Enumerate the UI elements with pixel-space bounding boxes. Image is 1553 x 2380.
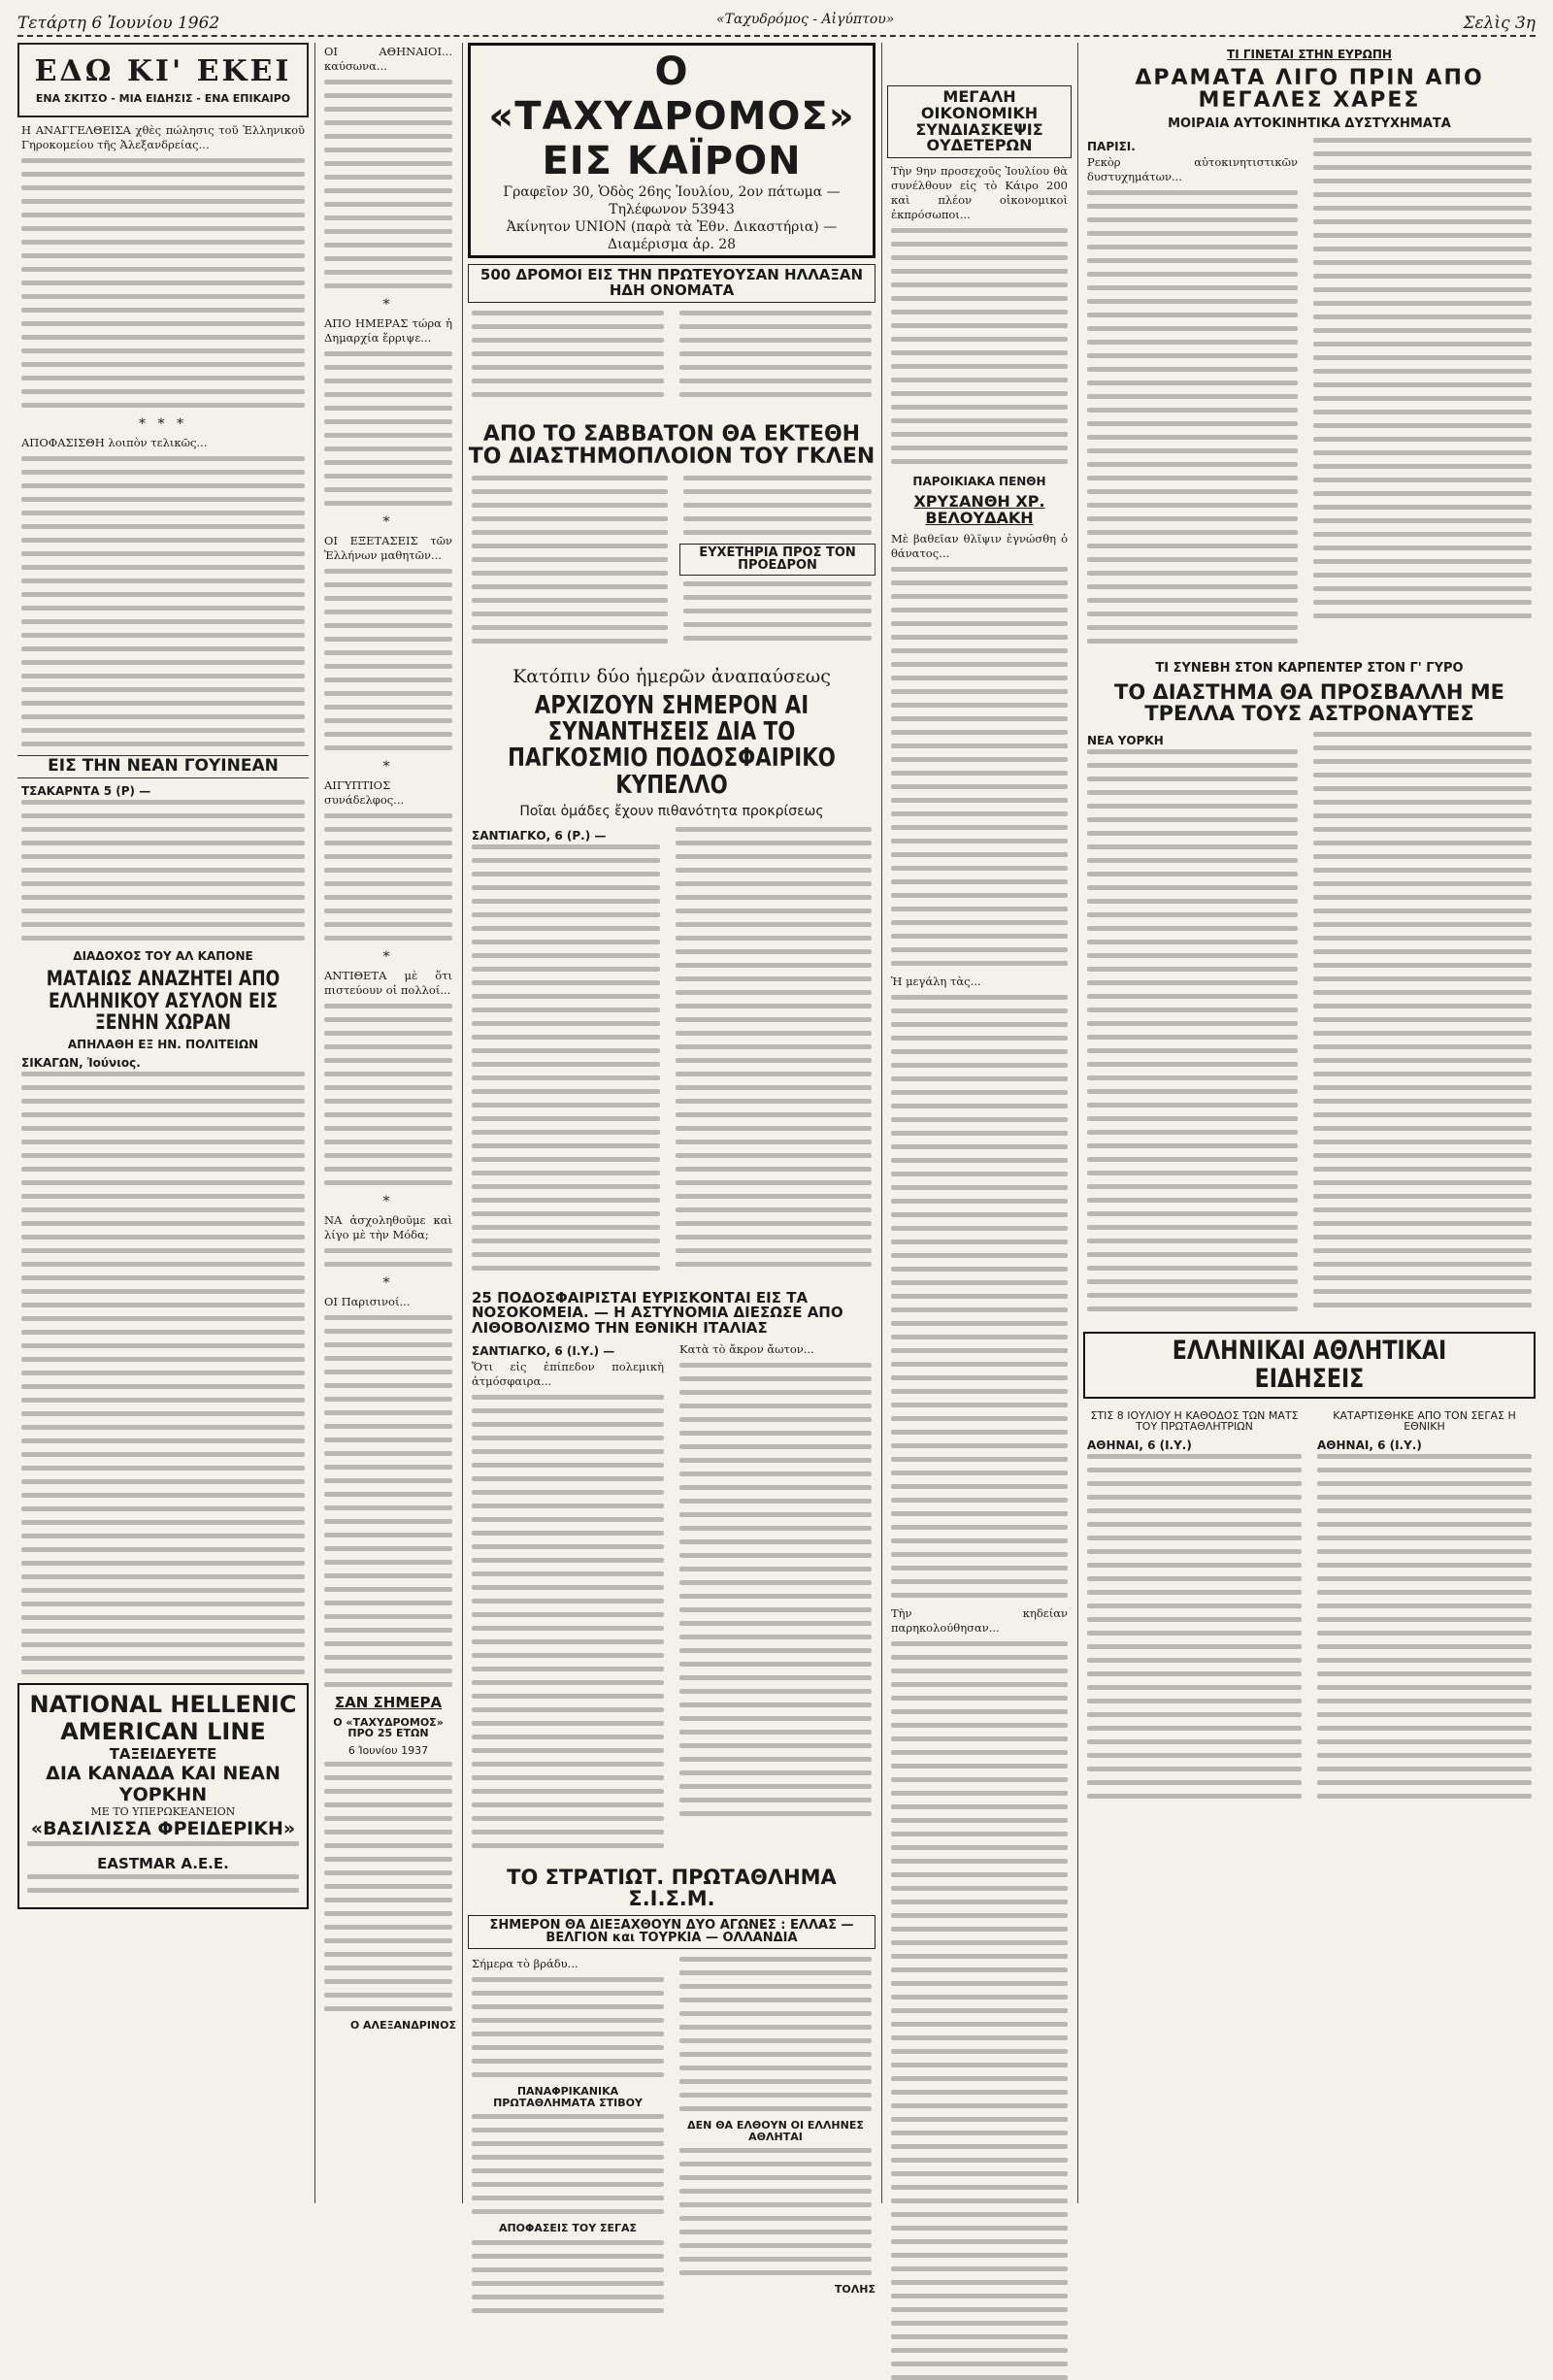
text-block — [472, 2114, 664, 2214]
column-5 — [1083, 43, 1536, 2203]
kicker-capone: ΔΙΑΔΟΧΟΣ ΤΟΥ ΑΛ ΚΑΠΟΝΕ — [73, 948, 253, 963]
dateline: ΣΑΝΤΙΑΓΚΟ, 6 (Ι.Υ.) — — [472, 1343, 615, 1358]
column-rule — [881, 43, 882, 2203]
text-block — [324, 1248, 452, 1267]
text-block — [472, 2240, 664, 2313]
paper-name: «Ταχυδρόμος - Αἰγύπτου» — [716, 12, 895, 27]
text-block — [1313, 732, 1532, 1316]
paragraph: Κατὰ τὸ ἄκρον ἄωτον... — [679, 1341, 814, 1356]
text-block — [679, 2148, 872, 2275]
paragraph: ΟΙ ΑΘΗΝΑΙΟΙ... καύσωνα... — [324, 45, 452, 73]
ad-destination: ΔΙΑ ΚΑΝΑΔΑ ΚΑΙ ΝΕΑΝ ΥΟΡΚΗΝ — [46, 1763, 281, 1806]
text-block — [683, 476, 872, 535]
paragraph: ΟΙ ΕΞΕΤΑΣΕΙΣ τῶν Ἑλλήνων μαθητῶν... — [324, 534, 452, 562]
dateline: ΑΘΗΝΑΙ, 6 (Ι.Υ.) — [1317, 1438, 1422, 1452]
headline-segas: ΑΠΟΦΑΣΕΙΣ ΤΟΥ ΣΕΓΑΣ — [498, 2222, 638, 2235]
dateline: ΠΑΡΙΣΙ. — [1087, 140, 1136, 154]
text-block — [472, 1395, 664, 1848]
separator: * — [382, 297, 394, 313]
headline-army-championship: ΤΟ ΣΤΡΑΤΙΩΤ. ΠΡΩΤΑΘΛΗΜΑ Σ.Ι.Σ.Μ. — [507, 1865, 837, 1910]
headline-sports-a: ΣΤΙΣ 8 ΙΟΥΛΙΟΥ Η ΚΑΘΟΔΟΣ ΤΩΝ ΜΑΤΣ ΤΟΥ ΠΡΩΤΑΘΛΗΤΡΙΩΝ — [1090, 1408, 1299, 1434]
deck-cup: Ποῖαι ὁμάδες ἔχουν πιθανότητα προκρίσεως — [519, 803, 824, 819]
text-block — [1087, 749, 1298, 1311]
masthead-office — [468, 43, 876, 258]
san-simera-date: 6 Ἰουνίου 1937 — [347, 1743, 429, 1757]
san-simera-sub: Ο «ΤΑΧΥΔΡΟΜΟΣ» ΠΡΟ 25 ΕΤΩΝ — [333, 1715, 444, 1740]
text-block — [21, 158, 305, 408]
text-block — [676, 827, 872, 1275]
headline-europe: ΔΡΑΜΑΤΑ ΛΙΓΟ ΠΡΙΝ ΑΠΟ ΜΕΓΑΛΕΣ ΧΑΡΕΣ — [1135, 65, 1484, 113]
text-block — [679, 1957, 872, 2111]
text-block — [891, 1641, 1068, 2380]
separator: * — [382, 949, 394, 965]
headline-san-simera: ΣΑΝ ΣΗΜΕΡΑ — [334, 1694, 443, 1711]
column-rule — [462, 43, 463, 2203]
dateline: ΣΑΝΤΙΑΓΚΟ, 6 (Ρ.) — — [472, 828, 607, 843]
paragraph: Η ΑΝΑΓΓΕΛΘΕΙΣΑ χθὲς πώλησις τοῦ Ἑλληνικοῦ Γηροκομείου τῆς Ἀλεξανδρείας... — [21, 123, 305, 152]
column-4 — [887, 43, 1072, 2203]
deck-capone: ΑΠΗΛΑΘΗ ΕΞ ΗΝ. ΠΟΛΙΤΕΙΩΝ — [67, 1037, 259, 1051]
text-block — [324, 1004, 452, 1185]
ad-fine-print — [27, 1841, 299, 1846]
text-block — [21, 1072, 305, 1674]
text-block — [21, 800, 305, 941]
text-block — [324, 1315, 452, 1687]
separator: * — [382, 1275, 394, 1291]
page-number: Σελὶς 3η — [1463, 14, 1536, 33]
head-rule — [17, 35, 1536, 37]
column-3 — [468, 43, 876, 2297]
text-block — [472, 1977, 664, 2077]
section-title: ΕΔΩ ΚΙ' ΕΚΕΙ — [34, 54, 292, 88]
paragraph: Ρεκὸρ αὐτοκινητιστικῶν δυστυχημάτων... — [1087, 155, 1298, 184]
text-block — [324, 351, 452, 506]
text-block — [683, 581, 872, 641]
masthead-address: Γραφεῖον 30, Ὁδὸς 26ης Ἰουλίου, 2ον πάτωμα — Τηλέφωνον 53943 — [503, 184, 841, 217]
kicker-cup: Κατόπιν δύο ἡμερῶν ἀναπαύσεως — [512, 665, 831, 687]
paragraph: ΑΠΟΦΑΣΙΣΘΗ λοιπὸν τελικῶς... — [21, 436, 208, 450]
paragraph: Ἡ μεγάλη τὰς... — [891, 975, 981, 989]
headline-astronauts: ΤΟ ΔΙΑΣΤΗΜΑ ΘΑ ΠΡΟΣΒΑΛΛΗ ΜΕ ΤΡΕΛΛΑ ΤΟΥΣ ΑΣΤΡΟΝΑΥΤΕΣ — [1114, 680, 1504, 726]
text-block — [472, 476, 668, 652]
column-rule — [1077, 43, 1078, 2203]
section-header-edo-ki-ekei — [17, 43, 309, 117]
kicker-carpenter: ΤΙ ΣΥΝΕΒΗ ΣΤΟΝ ΚΑΡΠΕΝΤΕΡ ΣΤΟΝ Γ' ΓΥΡΟ — [1155, 661, 1464, 677]
kicker-obituary: ΠΑΡΟΙΚΙΑΚΑ ΠΕΝΘΗ — [912, 475, 1046, 489]
headline-obituary: ΧΡΥΣΑΝΘΗ ΧΡ. ΒΕΛΟΥΔΑΚΗ — [913, 491, 1045, 527]
headline-economic-conference: ΜΕΓΑΛΗ ΟΙΚΟΝΟΜΙΚΗ ΣΥΝΔΙΑΣΚΕΨΙΣ ΟΥΔΕΤΕΡΩΝ — [887, 85, 1072, 158]
masthead-title: Ο «ΤΑΧΥΔΡΟΜΟΣ» ΕΙΣ ΚΑΪΡΟΝ — [488, 50, 855, 183]
text-block — [1313, 138, 1532, 646]
paragraph: Ὅτι εἰς ἐπίπεδον πολεμικὴ ἀτμόσφαιρα... — [472, 1359, 664, 1388]
separator: * — [382, 514, 394, 530]
paragraph: Μὲ βαθεῖαν θλῖψιν ἐγνώσθη ὁ θάνατος... — [891, 532, 1068, 561]
ad-addresses — [27, 1874, 299, 1893]
text-block — [1087, 1454, 1302, 1799]
headline-glenn: ΑΠΟ ΤΟ ΣΑΒΒΑΤΟΝ ΘΑ ΕΚΤΕΘΗ ΤΟ ΔΙΑΣΤΗΜΟΠΛΟΙΟΝ ΤΟΥ ΓΚΛΕΝ — [468, 421, 876, 469]
paragraph: Τὴν κηδείαν παρηκολούθησαν... — [891, 1606, 1068, 1636]
headline-streets: 500 ΔΡΟΜΟΙ ΕΙΣ ΤΗΝ ΠΡΩΤΕΥΟΥΣΑΝ ΗΛΛΑΞΑΝ ΗΔΗ ΟΝΟΜΑΤΑ — [468, 264, 876, 303]
headline-greek-sports: ΕΛΛΗΝΙΚΑΙ ΑΘΛΗΤΙΚΑΙ ΕΙΔΗΣΕΙΣ — [1083, 1332, 1536, 1399]
column-rule — [314, 43, 315, 2203]
text-block — [324, 1762, 452, 2011]
text-block — [891, 567, 1068, 966]
dateline: ΣΙΚΑΓΩΝ, Ἰούνιος. — [21, 1056, 141, 1071]
headline-hospitals: 25 ΠΟΔΟΣΦΑΙΡΙΣΤΑΙ ΕΥΡΙΣΚΟΝΤΑΙ ΕΙΣ ΤΑ ΝΟΣΟΚΟΜΕΙΑ. — Η ΑΣΤΥΝΟΜΙΑ ΔΙΕΣΩΣΕ ΑΠΟ ΛΙΘΟΒΟΛΙΣΜΟ ΤΗΝ ΕΘΝΙΚΗ ΙΤΑΛΙΑΣ — [472, 1288, 843, 1337]
ad-line-name: NATIONAL HELLENIC AMERICAN LINE — [29, 1691, 297, 1746]
signature: Ο ΑΛΕΞΑΝΔΡΙΝΟΣ — [349, 2019, 456, 2033]
newspaper-page — [17, 8, 1536, 2297]
paragraph: Σήμερα τὸ βράδυ... — [472, 1957, 578, 1971]
paragraph: ΑΙΓΥΠΤΙΟΣ συνάδελφος... — [324, 778, 405, 807]
dateline: ΤΣΑΚΑΡΝΤΑ 5 (Ρ) — — [21, 783, 151, 798]
separator: * * * — [139, 416, 187, 433]
text-block — [679, 311, 872, 406]
column-2 — [320, 43, 456, 2203]
dateline: ΝΕΑ ΥΟΡΚΗ — [1087, 734, 1164, 748]
paragraph: ΟΙ Παρισινοί... — [324, 1295, 411, 1308]
separator: * — [382, 1194, 394, 1209]
deck-army-championship: ΣΗΜΕΡΟΝ ΘΑ ΔΙΕΞΑΧΘΟΥΝ ΔΥΟ ΑΓΩΝΕΣ : ΕΛΛΑΣ — ΒΕΛΓΙΟΝ και ΤΟΥΡΚΙΑ — ΟΛΛΑΝΔΙΑ — [468, 1915, 876, 1949]
paragraph: ΑΝΤΙΘΕΤΑ μὲ ὅτι πιστεύουν οἱ πολλοί... — [324, 969, 452, 997]
dateline: ΑΘΗΝΑΙ, 6 (Ι.Υ.) — [1087, 1438, 1192, 1452]
kicker-europe: ΤΙ ΓΙΝΕΤΑΙ ΣΤΗΝ ΕΥΡΩΠΗ — [1227, 48, 1392, 61]
paragraph: ΝΑ ἀσχοληθοῦμε καὶ λίγο μὲ τὴν Μόδα; — [324, 1213, 452, 1241]
text-block — [891, 995, 1068, 1598]
text-block — [891, 228, 1068, 464]
signature: ΤΟΛΗΣ — [834, 2283, 876, 2297]
headline-capone: ΜΑΤΑΙΩΣ ΑΝΑΖΗΤΕΙ ΑΠΟ ΕΛΛΗΝΙΚΟΥ ΑΣΥΛΟΝ ΕΙΣ ΞΕΝΗΝ ΧΩΡΑΝ — [46, 967, 281, 1034]
running-head — [17, 8, 1536, 37]
issue-date: Τετάρτη 6 Ἰουνίου 1962 — [17, 14, 220, 33]
headline-wishes: ΕΥΧΕΤΗΡΙΑ ΠΡΟΣ ΤΟΝ ΠΡΟΕΔΡΟΝ — [679, 544, 876, 576]
text-block — [1317, 1454, 1532, 1799]
masthead-building: Ἀκίνητον UNION (παρὰ τὰ Ἐθν. Δικαστήρια) — Διαμέρισμα ἀρ. 28 — [506, 219, 838, 252]
headline-athletes: ΔΕΝ ΘΑ ΕΛΘΟΥΝ ΟΙ ΕΛΛΗΝΕΣ ΑΘΛΗΤΑΙ — [687, 2119, 864, 2143]
text-block — [472, 844, 660, 1271]
text-block — [472, 311, 664, 406]
column-1 — [17, 43, 309, 2203]
ad-agent: EASTMAR A.E.E. — [97, 1855, 229, 1873]
text-block — [324, 80, 452, 288]
text-block — [679, 1363, 872, 1816]
paragraph: ΑΠΟ ΗΜΕΡΑΣ τώρα ἡ Δημαρχία ἔρριψε... — [324, 316, 452, 345]
advertisement-nhal — [17, 1683, 309, 1909]
separator: * — [382, 759, 394, 775]
deck-europe: ΜΟΙΡΑΙΑ ΑΥΤΟΚΙΝΗΤΙΚΑ ΔΥΣΤΥΧΗΜΑΤΑ — [1168, 116, 1451, 131]
headline-sports-b: ΚΑΤΑΡΤΙΣΘΗΚΕ ΑΠΟ ΤΟΝ ΣΕΓΑΣ Η ΕΘΝΙΚΗ — [1333, 1408, 1516, 1434]
ad-ship-pre: ΜΕ ΤΟ ΥΠΕΡΩΚΕΑΝΕΙΟΝ — [90, 1805, 236, 1819]
ad-travel: ΤΑΞΕΙΔΕΥΕΤΕ — [109, 1745, 217, 1764]
headline-guinea: ΕΙΣ ΤΗΝ ΝΕΑΝ ΓΟΥΙΝΕΑΝ — [17, 755, 309, 778]
headline-stivos: ΠΑΝΑΦΡΙΚΑΝΙΚΑ ΠΡΩΤΑΘΛΗΜΑΤΑ ΣΤΙΒΟΥ — [493, 2085, 643, 2109]
text-block — [324, 813, 452, 941]
ad-ship: «ΒΑΣΙΛΙΣΣΑ ΦΡΕΙΔΕΡΙΚΗ» — [30, 1818, 296, 1840]
text-block — [1087, 190, 1298, 644]
text-block — [21, 456, 305, 746]
text-block — [324, 569, 452, 750]
paragraph: Τὴν 9ην προσεχοῦς Ἰουλίου θὰ συνέλθουν εἰς τὸ Κάιρο 200 καὶ πλέον οἰκονομικοὶ ἐκπρόσωποι... — [891, 164, 1068, 222]
headline-cup: ΑΡΧΙΖΟΥΝ ΣΗΜΕΡΟΝ ΑΙ ΣΥΝΑΝΤΗΣΕΙΣ ΔΙΑ ΤΟ ΠΑΓΚΟΣΜΙΟ ΠΟΔΟΣΦΑΙΡΙΚΟ ΚΥΠΕΛΛΟ — [508, 690, 836, 800]
section-subtitle: ΕΝΑ ΣΚΙΤΣΟ - ΜΙΑ ΕΙΔΗΣΙΣ - ΕΝΑ ΕΠΙΚΑΙΡΟ — [35, 91, 291, 105]
